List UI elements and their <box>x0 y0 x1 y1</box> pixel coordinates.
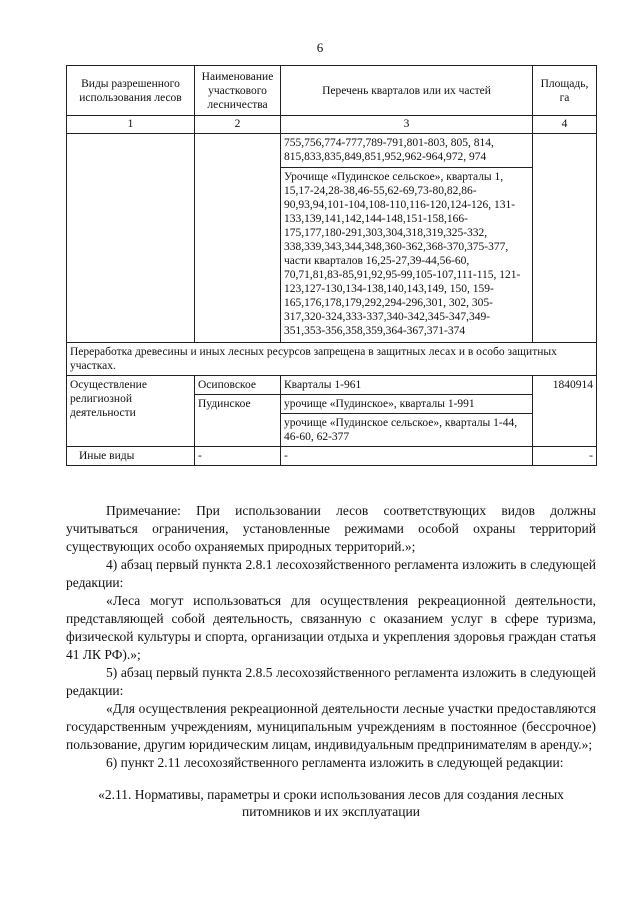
col-num-3: 3 <box>281 116 533 134</box>
amendment-paragraph: 6) пункт 2.11 лесохозяйственного регламента изложить в следующей редакции: <box>106 755 564 770</box>
document-body <box>66 502 596 820</box>
col-num-2: 2 <box>195 116 281 134</box>
forestry-cell: Осиповское <box>195 376 281 395</box>
header-quarters: Перечень кварталов или их частей <box>281 66 533 116</box>
quarters-cell: Кварталы 1-961 <box>281 376 533 395</box>
table-row <box>67 134 597 343</box>
section-heading: «2.11. Нормативы, параметры и сроки использования лесов для создания лесных питомников и их эксплуатации <box>98 787 564 819</box>
use-type-cell: Осуществление религиозной деятельности <box>67 376 195 447</box>
restriction-note: Переработка древесины и иных лесных ресурсов запрещена в защитных лесах и в особо защитных участках. <box>67 343 597 376</box>
area-cell: 1840914 <box>533 376 597 447</box>
header-area: Площадь, га <box>533 66 597 116</box>
use-type-cell: Иные виды <box>67 447 195 466</box>
amendment-paragraph: 5) абзац первый пункта 2.8.5 лесохозяйственного регламента изложить в следующей редакции: <box>66 665 596 698</box>
quarters-cell <box>281 134 533 343</box>
col-num-1: 1 <box>67 116 195 134</box>
quarters-list: Урочище «Пудинское сельское», кварталы 1, 15,17-24,28-38,46-55,62-69,73-80,82,86-90,93,94,101-104,108-110,116-120,124-126, 131-133,139,141,142,144-148,151-158,166-175,177,180-291,303,304,318,319,325-332, 338,339,343,344,348,360-362,368-370,375-377, части кварталов 16,25-27,39-44,56-60, 70,71,81,83-85,91,92,95-99,105-107,111-115, 121-123,127-130,134-138,140,143,149, 150, 159-165,176,178,179,292,294-296,301, 302, 305-317,320-324,333-337,340-342,345-347,349-351,353-356,358,359,364-367,371-374 <box>281 167 532 338</box>
area-cell: - <box>533 447 597 466</box>
forestry-cell: Пудинское <box>195 395 281 447</box>
table-row <box>67 447 597 466</box>
table-header-row <box>67 66 597 116</box>
column-number-row <box>67 116 597 134</box>
header-forestry: Наименование участкового лесничества <box>195 66 281 116</box>
quarters-cell: - <box>281 447 533 466</box>
table-row <box>67 376 597 395</box>
col-num-4: 4 <box>533 116 597 134</box>
quarters-cell: урочище «Пудинское», кварталы 1-991 <box>281 395 533 414</box>
quoted-paragraph: «Леса могут использоваться для осуществления рекреационной деятельности, представляющей собой деятельность, связанную с оказанием услуг в сфере туризма, физической культуры и спорта, организации отдыха и укрепления здоровья граждан статья 41 ЛК РФ).»; <box>66 593 596 662</box>
note-paragraph: Примечание: При использовании лесов соответствующих видов должны учитываться ограничения, установленные режимами особой охраны территорий существующих особо охраняемых природных территорий.»; <box>66 503 596 554</box>
forest-use-table <box>66 65 597 466</box>
header-use-type: Виды разрешенного использования лесов <box>67 66 195 116</box>
page-number: 6 <box>316 40 324 55</box>
quarters-list: 755,756,774-777,789-791,801-803, 805, 814, 815,833,835,849,851,952,962-964,972, 974 <box>284 137 494 163</box>
quarters-cell: урочище «Пудинское сельское», кварталы 1-44, 46-60, 62-377 <box>281 414 533 447</box>
quoted-paragraph: «Для осуществления рекреационной деятельности лесные участки предоставляются государственным учреждениям, муниципальным учреждениям в постоянное (бессрочное) пользование, другим юридическим лицам, индивидуальным предпринимателям в аренду.»; <box>66 701 596 752</box>
amendment-paragraph: 4) абзац первый пункта 2.8.1 лесохозяйственного регламента изложить в следующей редакции: <box>66 557 596 590</box>
table-row <box>67 343 597 376</box>
forestry-cell: - <box>195 447 281 466</box>
